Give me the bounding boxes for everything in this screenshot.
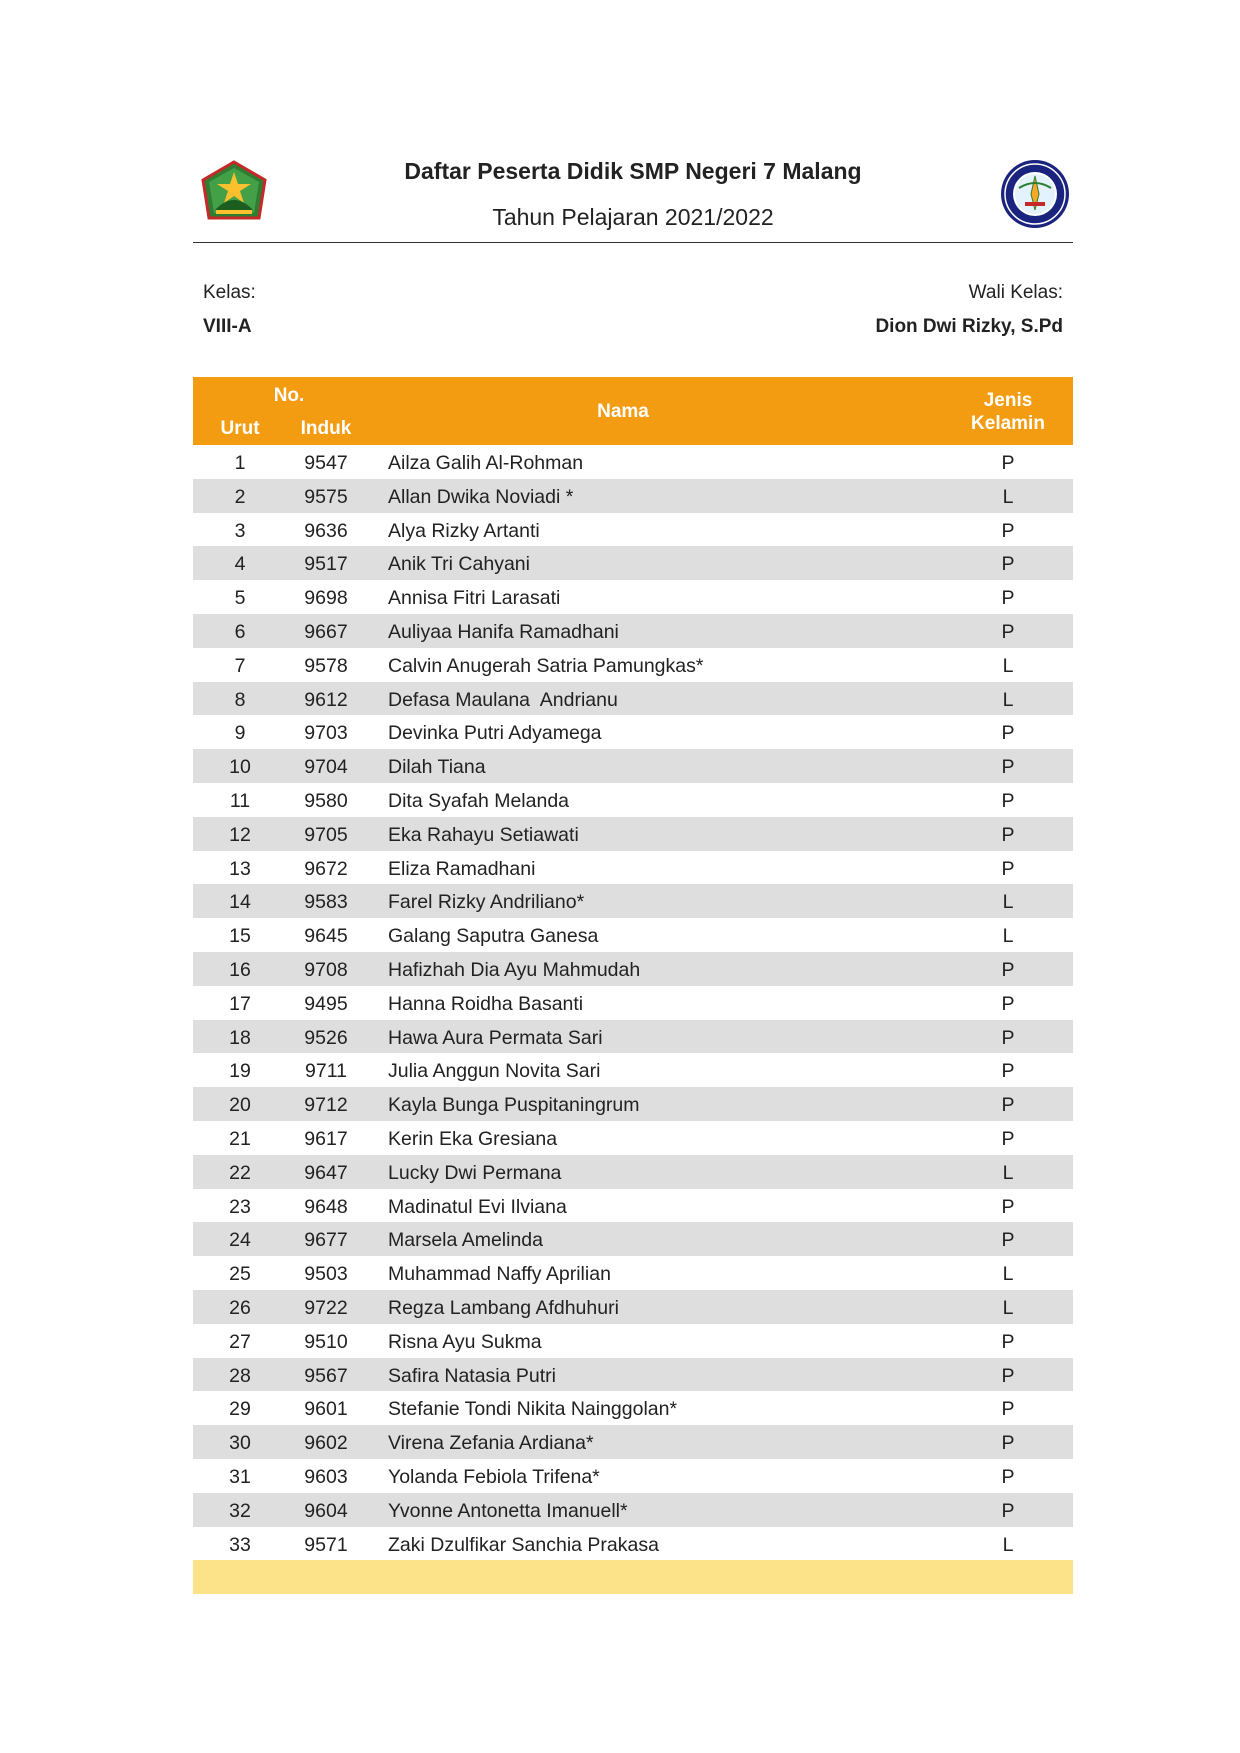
row-induk: 9583 xyxy=(304,891,348,914)
header-urut: Urut xyxy=(220,418,260,439)
header-no: No. xyxy=(273,385,305,406)
row-nama: Muhammad Naffy Aprilian xyxy=(388,1263,611,1286)
table-row xyxy=(193,884,1073,918)
class-label: Kelas: xyxy=(203,282,256,303)
row-nama: Kayla Bunga Puspitaningrum xyxy=(388,1094,640,1117)
school-seal-icon xyxy=(999,158,1071,230)
row-gender: L xyxy=(1002,925,1014,948)
row-induk: 9510 xyxy=(304,1330,348,1353)
row-gender: P xyxy=(1001,958,1015,981)
row-induk: 9617 xyxy=(304,1127,348,1150)
table-row xyxy=(193,513,1073,547)
header-nama: Nama xyxy=(597,401,649,422)
table-row xyxy=(193,1189,1073,1223)
table-row xyxy=(193,783,1073,817)
table-row xyxy=(193,1425,1073,1459)
table-row xyxy=(193,479,1073,513)
row-nama: Annisa Fitri Larasati xyxy=(388,587,561,610)
row-gender: P xyxy=(1001,1026,1015,1049)
table-row xyxy=(193,648,1073,682)
row-induk: 9567 xyxy=(304,1364,348,1387)
row-gender: P xyxy=(1001,722,1015,745)
row-induk: 9580 xyxy=(304,789,348,812)
row-nama: Virena Zefania Ardiana* xyxy=(388,1432,594,1455)
row-gender: L xyxy=(1002,1161,1014,1184)
row-urut: 7 xyxy=(234,654,246,677)
row-induk: 9645 xyxy=(304,925,348,948)
row-induk: 9705 xyxy=(304,823,348,846)
row-gender: L xyxy=(1002,654,1014,677)
row-induk: 9711 xyxy=(305,1060,347,1083)
row-nama: Dilah Tiana xyxy=(388,756,486,779)
row-gender: P xyxy=(1001,992,1015,1015)
header-kelamin: Kelamin xyxy=(971,413,1045,434)
row-nama: Marsela Amelinda xyxy=(388,1229,543,1252)
table-row xyxy=(193,1324,1073,1358)
table-row xyxy=(193,1053,1073,1087)
row-nama: Yolanda Febiola Trifena* xyxy=(388,1465,600,1488)
row-gender: L xyxy=(1002,1533,1014,1556)
row-nama: Lucky Dwi Permana xyxy=(388,1161,562,1184)
row-nama: Devinka Putri Adyamega xyxy=(388,722,602,745)
row-urut: 33 xyxy=(229,1533,251,1556)
row-nama: Alya Rizky Artanti xyxy=(388,519,540,542)
homeroom-label: Wali Kelas: xyxy=(968,282,1063,303)
row-nama: Risna Ayu Sukma xyxy=(388,1330,542,1353)
table-row xyxy=(193,851,1073,885)
row-urut: 15 xyxy=(229,925,251,948)
row-gender: P xyxy=(1001,857,1015,880)
row-gender: P xyxy=(1001,1499,1015,1522)
row-induk: 9667 xyxy=(304,620,348,643)
row-nama: Allan Dwika Noviadi * xyxy=(388,485,574,508)
table-row xyxy=(193,715,1073,749)
class-value: VIII-A xyxy=(203,316,252,337)
row-urut: 30 xyxy=(229,1432,251,1455)
row-nama: Madinatul Evi Ilviana xyxy=(388,1195,567,1218)
row-urut: 24 xyxy=(229,1229,251,1252)
row-urut: 11 xyxy=(229,789,251,812)
row-nama: Yvonne Antonetta Imanuell* xyxy=(388,1499,628,1522)
table-row xyxy=(193,952,1073,986)
row-induk: 9503 xyxy=(304,1263,348,1286)
row-urut: 25 xyxy=(229,1263,251,1286)
row-urut: 10 xyxy=(229,756,251,779)
row-induk: 9547 xyxy=(304,452,348,474)
row-urut: 2 xyxy=(234,485,246,508)
document-subtitle: Tahun Pelajaran 2021/2022 xyxy=(492,204,774,230)
row-gender: P xyxy=(1001,1432,1015,1455)
table-row xyxy=(193,1155,1073,1189)
row-gender: P xyxy=(1001,1060,1015,1083)
row-gender: P xyxy=(1001,789,1015,812)
row-induk: 9575 xyxy=(304,485,348,508)
row-nama: Auliyaa Hanifa Ramadhani xyxy=(388,620,619,643)
row-induk: 9708 xyxy=(304,958,348,981)
row-induk: 9571 xyxy=(304,1533,348,1556)
row-urut: 32 xyxy=(229,1499,251,1522)
table-row xyxy=(193,580,1073,614)
row-induk: 9647 xyxy=(304,1161,348,1184)
row-nama: Eka Rahayu Setiawati xyxy=(388,823,579,846)
row-urut: 31 xyxy=(229,1465,251,1488)
row-urut: 4 xyxy=(234,553,246,576)
table-row xyxy=(193,1020,1073,1054)
row-induk: 9612 xyxy=(304,688,348,711)
row-gender: P xyxy=(1001,823,1015,846)
row-gender: L xyxy=(1002,1296,1014,1319)
table-row xyxy=(193,1256,1073,1290)
row-nama: Safira Natasia Putri xyxy=(388,1364,556,1387)
row-nama: Galang Saputra Ganesa xyxy=(388,925,599,948)
row-induk: 9495 xyxy=(304,992,348,1015)
row-urut: 27 xyxy=(229,1330,251,1353)
row-induk: 9636 xyxy=(304,519,348,542)
row-urut: 28 xyxy=(229,1364,251,1387)
row-nama: Stefanie Tondi Nikita Nainggolan* xyxy=(388,1398,678,1421)
row-induk: 9602 xyxy=(304,1432,348,1455)
table-row xyxy=(193,817,1073,851)
table-row xyxy=(193,749,1073,783)
row-nama: Eliza Ramadhani xyxy=(388,857,536,880)
row-gender: P xyxy=(1001,1195,1015,1218)
table-row xyxy=(193,1290,1073,1324)
row-urut: 5 xyxy=(234,587,246,610)
table-row xyxy=(193,918,1073,952)
row-nama: Ailza Galih Al-Rohman xyxy=(388,452,584,474)
row-nama: Calvin Anugerah Satria Pamungkas* xyxy=(388,654,704,677)
row-urut: 17 xyxy=(229,992,251,1015)
row-gender: L xyxy=(1002,891,1014,914)
header-induk: Induk xyxy=(300,418,352,439)
row-gender: P xyxy=(1001,1094,1015,1117)
row-urut: 14 xyxy=(229,891,251,914)
row-induk: 9526 xyxy=(304,1026,348,1049)
row-gender: P xyxy=(1001,756,1015,779)
row-induk: 9648 xyxy=(304,1195,348,1218)
table-footer-bar xyxy=(193,1560,1073,1594)
row-nama: Anik Tri Cahyani xyxy=(388,553,530,576)
table-row xyxy=(193,1358,1073,1392)
table-header xyxy=(193,377,1073,445)
table-row xyxy=(193,1527,1073,1561)
header-jenis-kelamin xyxy=(963,389,1053,435)
row-urut: 16 xyxy=(229,958,251,981)
row-gender: P xyxy=(1001,1465,1015,1488)
row-gender: P xyxy=(1001,1364,1015,1387)
row-gender: L xyxy=(1002,688,1014,711)
header-jenis: Jenis xyxy=(983,390,1033,411)
row-nama: Hawa Aura Permata Sari xyxy=(388,1026,603,1049)
row-urut: 9 xyxy=(234,722,246,745)
document-title: Daftar Peserta Didik SMP Negeri 7 Malang xyxy=(404,158,862,184)
row-nama: Dita Syafah Melanda xyxy=(388,789,570,812)
row-gender: P xyxy=(1001,620,1015,643)
document-header xyxy=(193,150,1073,243)
row-induk: 9703 xyxy=(304,722,348,745)
row-nama: Kerin Eka Gresiana xyxy=(388,1127,558,1150)
row-nama: Hafizhah Dia Ayu Mahmudah xyxy=(388,958,641,981)
row-gender: P xyxy=(1001,1398,1015,1421)
row-nama: Defasa Maulana Andrianu xyxy=(388,688,618,711)
row-urut: 3 xyxy=(234,519,246,542)
homeroom-value: Dion Dwi Rizky, S.Pd xyxy=(875,316,1063,337)
row-nama: Zaki Dzulfikar Sanchia Prakasa xyxy=(388,1533,659,1556)
row-gender: P xyxy=(1001,553,1015,576)
row-gender: L xyxy=(1002,485,1014,508)
student-table xyxy=(193,377,1073,1594)
row-nama: Julia Anggun Novita Sari xyxy=(388,1060,601,1083)
row-urut: 12 xyxy=(229,823,251,846)
row-nama: Farel Rizky Andriliano* xyxy=(388,891,585,914)
row-urut: 1 xyxy=(234,452,246,474)
table-row xyxy=(193,445,1073,479)
table-row xyxy=(193,614,1073,648)
row-gender: L xyxy=(1002,1263,1014,1286)
row-induk: 9578 xyxy=(304,654,348,677)
row-gender: P xyxy=(1001,1330,1015,1353)
row-urut: 8 xyxy=(234,688,246,711)
row-urut: 20 xyxy=(229,1094,251,1117)
row-urut: 29 xyxy=(229,1398,251,1421)
row-urut: 21 xyxy=(229,1127,251,1150)
row-induk: 9603 xyxy=(304,1465,348,1488)
row-induk: 9677 xyxy=(304,1229,348,1252)
table-row xyxy=(193,1121,1073,1155)
table-row xyxy=(193,1459,1073,1493)
row-induk: 9698 xyxy=(304,587,348,610)
table-row xyxy=(193,1222,1073,1256)
row-urut: 22 xyxy=(229,1161,251,1184)
row-induk: 9672 xyxy=(304,857,348,880)
row-induk: 9604 xyxy=(304,1499,348,1522)
row-urut: 19 xyxy=(229,1060,251,1083)
row-induk: 9712 xyxy=(304,1094,348,1117)
row-induk: 9601 xyxy=(304,1398,348,1421)
row-induk: 9704 xyxy=(304,756,348,779)
row-induk: 9517 xyxy=(304,553,348,576)
row-gender: P xyxy=(1001,1127,1015,1150)
row-gender: P xyxy=(1001,519,1015,542)
row-gender: P xyxy=(1001,1229,1015,1252)
row-nama: Regza Lambang Afdhuhuri xyxy=(388,1296,619,1319)
row-gender: P xyxy=(1001,452,1015,474)
table-row xyxy=(193,546,1073,580)
row-nama: Hanna Roidha Basanti xyxy=(388,992,584,1015)
row-urut: 13 xyxy=(229,857,251,880)
table-row xyxy=(193,1391,1073,1425)
table-body xyxy=(193,445,1073,1560)
row-urut: 18 xyxy=(229,1026,251,1049)
row-urut: 23 xyxy=(229,1195,251,1218)
table-row xyxy=(193,1087,1073,1121)
row-urut: 6 xyxy=(234,620,246,643)
row-gender: P xyxy=(1001,587,1015,610)
row-induk: 9722 xyxy=(304,1296,348,1319)
table-row xyxy=(193,1493,1073,1527)
table-row xyxy=(193,682,1073,716)
table-row xyxy=(193,986,1073,1020)
row-urut: 26 xyxy=(229,1296,251,1319)
